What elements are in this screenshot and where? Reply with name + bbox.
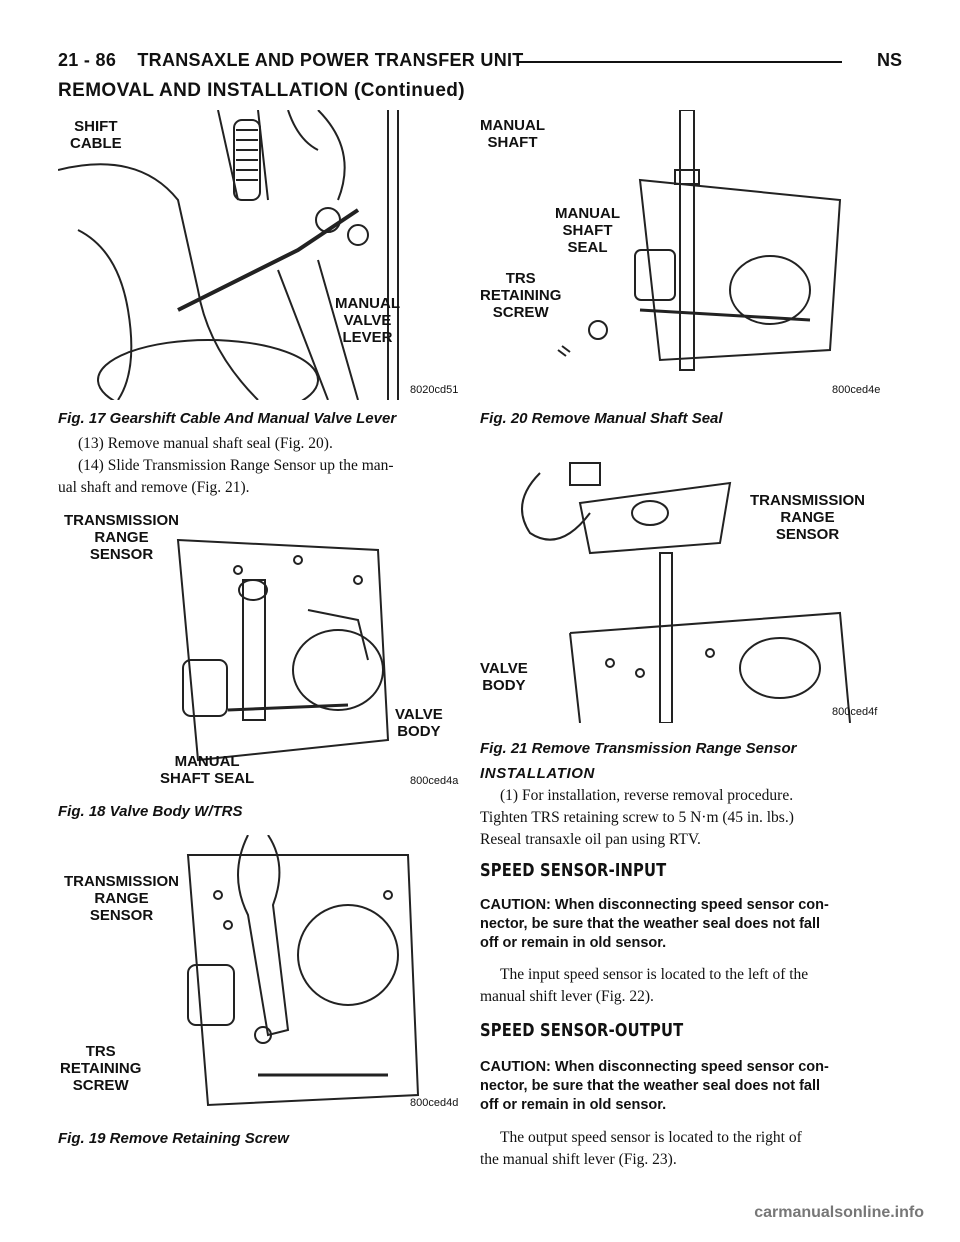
installation-line-1: (1) For installation, reverse removal procedure. [500,787,794,804]
figure-21-illustration [470,443,890,723]
watermark: carmanualsonline.info [754,1204,924,1221]
fig20-caption: Fig. 20 Remove Manual Shaft Seal [480,410,723,427]
installation-heading: INSTALLATION [480,765,595,782]
speed-output-body-1: The output speed sensor is located to the right of [500,1129,802,1146]
fig18-code: 800ced4a [410,775,459,787]
section-continued-heading: REMOVAL AND INSTALLATION (Continued) [58,80,466,101]
fig21-label-valve-body: VALVE BODY [480,660,528,694]
speed-input-caution-3: off or remain in old sensor. [480,935,667,951]
fig21-caption: Fig. 21 Remove Transmission Range Sensor [480,740,797,757]
fig19-label-trs-retaining-screw: TRS RETAINING SCREW [60,1043,142,1094]
figure-17-illustration [58,110,458,400]
speed-output-caution-2: nector, be sure that the weather seal does not fall [480,1078,821,1094]
fig18-label-valve-body: VALVE BODY [395,706,443,740]
fig18-label-manual-shaft-seal: MANUAL SHAFT SEAL [160,753,255,787]
fig18-caption: Fig. 18 Valve Body W/TRS [58,803,243,820]
fig17-label-manual-valve-lever: MANUAL VALVE LEVER [335,295,400,346]
model-code: NS [876,50,902,70]
speed-sensor-output-heading: SPEED SENSOR-OUTPUT [480,1020,684,1041]
step-14-text-line2: ual shaft and remove (Fig. 21). [58,479,250,496]
fig20-label-manual-shaft: MANUAL SHAFT [480,117,545,151]
installation-line-3: Reseal transaxle oil pan using RTV. [480,831,701,848]
fig17-label-shift-cable: SHIFT CABLE [70,118,122,152]
speed-input-body-1: The input speed sensor is located to the left of the [500,966,809,983]
fig17-caption: Fig. 17 Gearshift Cable And Manual Valve Lever [58,410,397,427]
fig20-label-trs-retaining-screw: TRS RETAINING SCREW [480,270,562,321]
page-header [58,50,902,74]
page-header-title: 21 - 86 TRANSAXLE AND POWER TRANSFER UNIT [58,50,524,70]
fig20-label-manual-shaft-seal: MANUAL SHAFT SEAL [555,205,620,256]
fig19-label-transmission-range-sensor: TRANSMISSION RANGE SENSOR [64,873,180,924]
installation-line-2: Tighten TRS retaining screw to 5 N·m (45 in. lbs.) [480,809,794,826]
fig19-code: 800ced4d [410,1097,459,1109]
step-14-text-line1: (14) Slide Transmission Range Sensor up the man- [78,457,394,474]
speed-input-body-2: manual shift lever (Fig. 22). [480,988,654,1005]
fig21-code: 800ced4f [832,706,878,718]
speed-input-caution-1: CAUTION: When disconnecting speed sensor con- [480,897,829,913]
fig18-label-transmission-range-sensor: TRANSMISSION RANGE SENSOR [64,512,180,563]
speed-output-caution-3: off or remain in old sensor. [480,1097,667,1113]
figure-20-illustration [470,110,890,400]
header-rule [518,61,842,63]
fig20-code: 800ced4e [832,384,881,396]
speed-output-body-2: the manual shift lever (Fig. 23). [480,1151,677,1168]
step-13-text: (13) Remove manual shaft seal (Fig. 20). [78,435,333,452]
fig21-label-transmission-range-sensor: TRANSMISSION RANGE SENSOR [750,492,866,543]
speed-input-caution-2: nector, be sure that the weather seal does not fall [480,916,821,932]
speed-sensor-input-heading: SPEED SENSOR-INPUT [480,860,667,881]
speed-output-caution-1: CAUTION: When disconnecting speed sensor con- [480,1059,829,1075]
fig17-code: 8020cd51 [410,384,459,396]
fig19-caption: Fig. 19 Remove Retaining Screw [58,1130,289,1147]
